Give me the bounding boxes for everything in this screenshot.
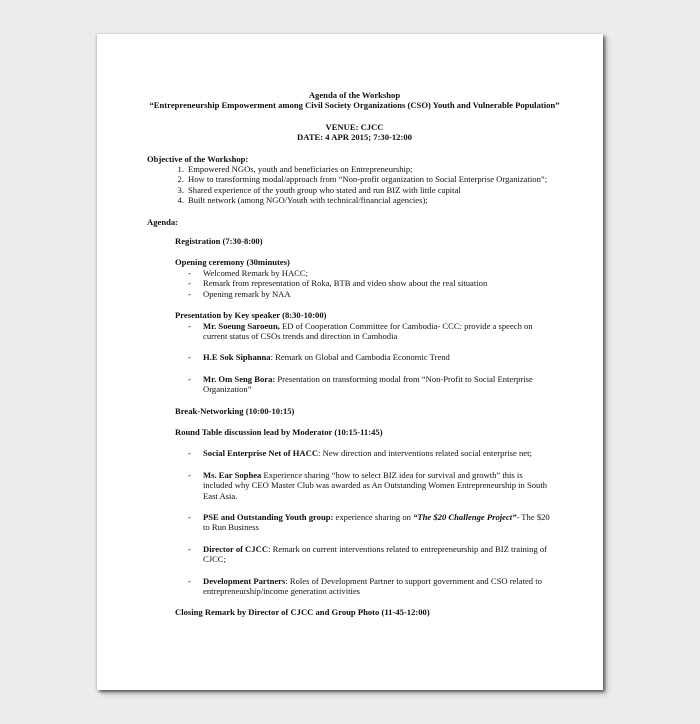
roundtable-heading: Round Table discussion lead by Moderator (10:15-11:45) [175,426,383,437]
speaker-name: PSE and Outstanding Youth group: [203,511,334,522]
venue-text: VENUE: CJCC [325,121,384,132]
document-title: Agenda of the Workshop [308,90,401,100]
opening-item [175,278,562,288]
speaker-topic: Presentation on transforming modal from “Non-Profit to Social Enterprise Organization” [203,373,533,395]
presentation-list [175,321,562,395]
agenda-heading: Agenda: [147,216,179,227]
objective-number: 2. [177,174,184,185]
objective-text: Empowered NGOs, youth and beneficiaries on Entrepreneurship; [188,164,413,175]
speaker-topic: : Remark on current interventions related to entrepreneurship and BIZ training of CJCC; [203,543,548,565]
roundtable-item [175,544,562,565]
dash-bullet: - [188,352,191,363]
opening-list [175,268,562,299]
speaker-topic: : Roles of Development Partner to support government and CSO related to entrepreneurship/income generation activities [203,575,542,596]
document-page [97,34,603,690]
dash-bullet: - [188,511,191,522]
title-block [147,90,562,111]
objective-number: 1. [177,164,184,175]
presentation-item [175,374,562,395]
opening-item-text: Welcomed Remark by HACC; [203,267,309,278]
opening-item [175,268,562,278]
speaker-topic: Experience sharing “how to select BIZ idea for survival and growth” this is included why CEO Master Club was awarded as An Outstanding Women Entrepreneurship in South East Asia. [203,469,548,501]
objective-text: Shared experience of the youth group who stated and run BIZ with little capital [188,184,461,195]
opening-heading: Opening ceremony (30minutes) [175,257,290,268]
objective-number: 3. [177,184,184,195]
speaker-name: H.E Sok Siphanna [203,352,271,363]
dash-bullet: - [188,448,191,459]
objective-text: How to transforming modal/approach from “Non-profit organization to Social Enterprise Organization”; [188,174,548,185]
dash-bullet: - [188,267,191,278]
objective-item [147,164,562,174]
roundtable-item [175,576,562,597]
agenda-body [175,236,562,618]
objective-item [147,185,562,195]
speaker-name: Director of CJCC [203,543,269,554]
dash-bullet: - [188,373,191,384]
speaker-topic-after: - The $20 to Run Business [203,511,550,533]
speaker-name: Mr. Soeung Saroeun, [203,320,280,331]
presentation-item [175,352,562,362]
presentation-item [175,321,562,342]
roundtable-item [175,512,562,533]
speaker-topic: experience sharing on [333,511,414,522]
opening-item [175,289,562,299]
date-text: DATE: 4 APR 2015; 7:30-12:00 [297,132,412,143]
closing-heading: Closing Remark by Director of CJCC and Group Photo (11-45-12:00) [175,607,430,618]
objective-number: 4. [177,195,184,206]
objective-item [147,195,562,205]
opening-item-text: Remark from representation of Roka, BTB and video show about the real situation [203,278,488,289]
speaker-topic: : Remark on Global and Cambodia Economic Trend [270,352,450,363]
roundtable-item [175,448,562,458]
objective-list [147,164,562,206]
project-title: “The $20 Challenge Project” [413,511,517,522]
speaker-name: Social Enterprise Net of HACC [203,448,319,459]
presentation-heading: Presentation by Key speaker (8:30-10:00) [175,310,327,321]
venue-block [147,122,562,143]
speaker-topic: : New direction and interventions related social enterprise net; [318,448,532,459]
roundtable-item [175,470,562,501]
objective-text: Built network (among NGO/Youth with technical/financial agencies); [188,195,428,206]
dash-bullet: - [188,543,191,554]
dash-bullet: - [188,320,191,331]
objective-heading: Objective of the Workshop: [147,153,249,164]
speaker-name: Ms. Ear Sophea [203,469,262,480]
speaker-name: Development Partners [203,575,286,586]
roundtable-list [175,448,562,596]
dash-bullet: - [188,278,191,289]
dash-bullet: - [188,469,191,480]
registration-heading: Registration (7:30-8:00) [175,236,263,247]
speaker-name: Mr. Om Seng Bora: [203,373,276,384]
break-heading: Break-Networking (10:00-10:15) [175,405,295,416]
dash-bullet: - [188,288,191,299]
dash-bullet: - [188,575,191,586]
objective-item [147,174,562,184]
document-content [147,90,562,618]
speaker-topic: ED of Cooperation Committee for Cambodia- CCC: provide a speech on current status of CSOs trends and direction in Cambodia [203,320,533,341]
document-subtitle: “Entrepreneurship Empowerment among Civil Society Organizations (CSO) Youth and Vulnerable Population” [149,100,560,111]
opening-item-text: Opening remark by NAA [203,288,291,299]
